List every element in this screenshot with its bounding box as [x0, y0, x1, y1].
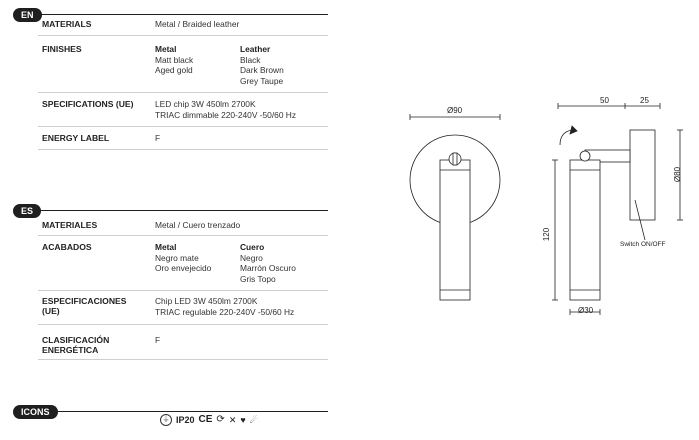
es-label-line: CLASIFICACIÓN — [42, 335, 110, 345]
es-badge: ES — [13, 204, 41, 218]
en-metal-item: Aged gold — [155, 65, 193, 75]
wall-base-side — [630, 130, 655, 220]
lamp-tube-front — [440, 160, 470, 300]
en-finishes-metal — [155, 44, 193, 76]
en-spec-line: TRIAC dimmable 220-240V -50/60 Hz — [155, 109, 297, 120]
en-leather-item: Black — [240, 54, 261, 65]
en-finishes-leather — [240, 44, 284, 86]
en-specifications-value — [155, 99, 296, 120]
es-label-line: ENERGÉTICA — [42, 345, 99, 355]
side-view — [552, 103, 683, 315]
certification-icons — [160, 414, 258, 426]
es-acabados-label: ACABADOS — [42, 242, 92, 252]
side-base-label: 25 — [640, 96, 649, 105]
es-materiales-label: MATERIALES — [42, 220, 98, 230]
es-acabados-cuero — [240, 242, 296, 284]
en-row-divider — [38, 126, 328, 127]
x-cross-icon: ✕ — [228, 415, 237, 425]
en-materials-value: Metal / Braided leather — [155, 19, 240, 29]
technical-drawing — [380, 90, 695, 330]
en-row-divider — [38, 35, 328, 36]
es-clasificacion-label — [42, 335, 147, 355]
bulb-icon: ♥ — [240, 415, 246, 425]
es-spec-line: TRIAC regulable 220-240V -50/60 Hz — [155, 306, 295, 317]
en-leather-heading: Leather — [240, 44, 271, 54]
es-materiales-value: Metal / Cuero trenzado — [155, 220, 241, 230]
en-energy-value: F — [155, 133, 161, 143]
earth-ground-icon: ⏚ — [160, 414, 172, 426]
icons-badge: ICONS — [13, 405, 58, 419]
es-cuero-item: Marrón Oscuro — [240, 263, 296, 273]
height-label: 120 — [542, 227, 552, 242]
es-clasificacion-value: F — [155, 335, 161, 345]
es-row-divider — [38, 290, 328, 291]
en-row-divider — [38, 92, 328, 93]
es-metal-item: Oro envejecido — [155, 263, 212, 273]
en-materials-label: MATERIALS — [42, 19, 92, 29]
en-spec-line: LED chip 3W 450lm 2700K — [155, 99, 256, 109]
front-diameter-label: Ø90 — [447, 106, 463, 115]
en-badge: EN — [13, 8, 42, 22]
es-metal-item: Negro mate — [155, 252, 199, 263]
es-label-line: ESPECIFICACIONES — [42, 296, 127, 306]
switch-label: Switch ON/OFF — [620, 241, 666, 248]
recycle-icon: ⟳ — [216, 414, 225, 425]
en-leather-item: Grey Taupe — [240, 75, 284, 86]
front-view — [410, 114, 500, 300]
side-depth-label: 50 — [600, 96, 609, 105]
en-row-divider — [38, 149, 328, 150]
en-leather-item: Dark Brown — [240, 65, 284, 75]
en-specifications-label: SPECIFICATIONS (UE) — [42, 99, 134, 109]
en-metal-item: Matt black — [155, 54, 194, 65]
es-acabados-metal — [155, 242, 211, 274]
ip-rating-label: IP20 — [176, 415, 195, 425]
lamp-tube-side — [570, 160, 600, 300]
es-cuero-item: Gris Topo — [240, 273, 276, 284]
en-metal-heading: Metal — [155, 44, 177, 54]
ce-mark-icon: CE — [198, 414, 213, 425]
dimmable-icon: ☄ — [249, 415, 258, 425]
es-header-rule — [38, 210, 328, 211]
es-spec-line: Chip LED 3W 450lm 2700K — [155, 296, 258, 306]
tube-diameter-label: Ø30 — [578, 306, 594, 315]
es-row-divider — [38, 235, 328, 236]
es-cuero-item: Negro — [240, 252, 263, 263]
base-diameter-label: Ø80 — [673, 166, 683, 183]
es-row-divider — [38, 324, 328, 325]
es-label-line: (UE) — [42, 306, 60, 316]
es-metal-heading: Metal — [155, 242, 177, 252]
es-cuero-heading: Cuero — [240, 242, 265, 252]
icons-header-rule — [56, 411, 328, 412]
es-especificaciones-label — [42, 296, 147, 316]
es-especificaciones-value — [155, 296, 294, 317]
en-header-rule — [38, 14, 328, 15]
es-row-divider — [38, 359, 328, 360]
en-energy-label: ENERGY LABEL — [42, 133, 110, 143]
en-finishes-label: FINISHES — [42, 44, 82, 54]
